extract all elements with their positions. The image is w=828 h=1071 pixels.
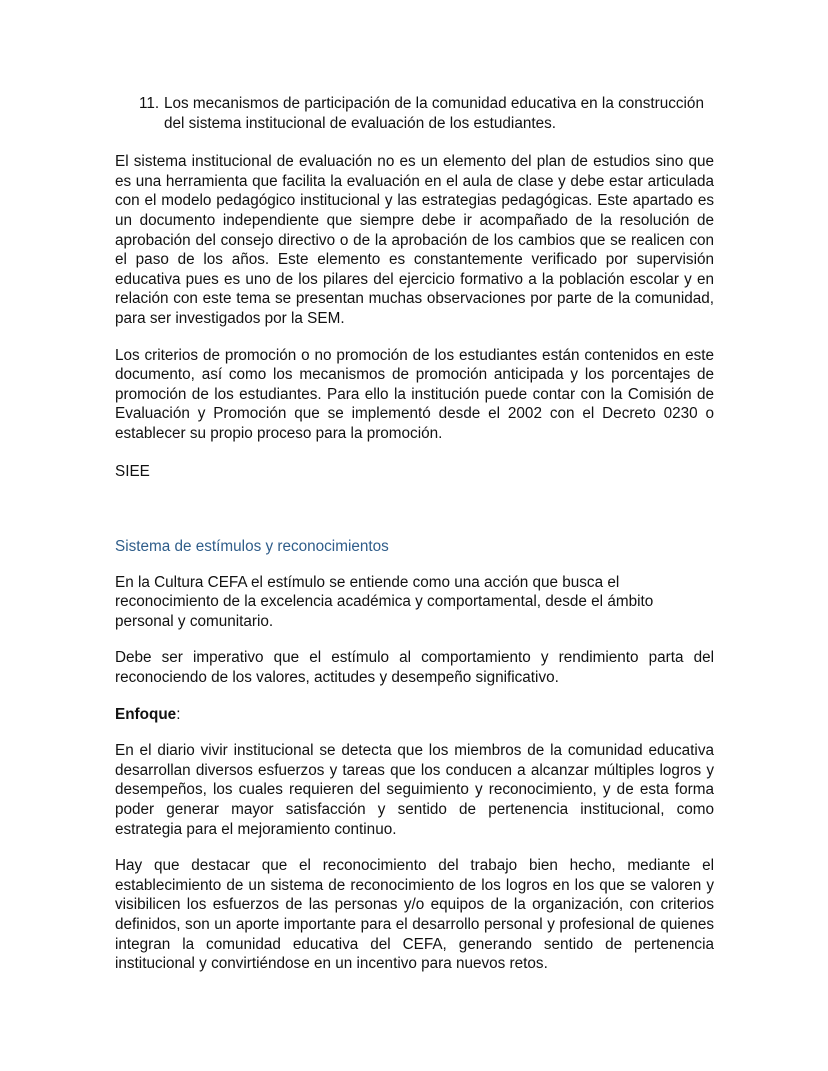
paragraph-promotion-criteria: Los criterios de promoción o no promoción de los estudiantes están contenidos en este documento, así como los mecanismos de promoción anticipada y los porcentajes de promoción de los estudiantes. Para ello la institución puede contar con la Comisión de Evaluación y Promoción que se implementó desde el 2002 con el Decreto 0230 o establecer su propio proceso para la promoción. <box>115 346 714 442</box>
document-page <box>115 94 714 974</box>
paragraph-cefa-culture: En la Cultura CEFA el estímulo se entiende como una acción que busca el reconocimiento de la excelencia académica y comportamental, desde el ámbito personal y comunitario. <box>115 573 654 630</box>
paragraph-siee-description: El sistema institucional de evaluación no es un elemento del plan de estudios sino que es una herramienta que facilita la evaluación en el aula de clase y debe estar articulada con el modelo pedagógico institucional y las estrategias pedagógicas. Este apartado es un documento independiente que siempre debe ir acompañado de la resolución de aprobación del consejo directivo o de la aprobación de los cambios que se realicen con el paso de los años. Este elemento es constantemente verificado por supervisión educativa pues es uno de los pilares del ejercicio formativo a la población escolar y en relación con este tema se presentan muchas observaciones por parte de la comunidad, para ser investigados por la SEM. <box>115 153 714 327</box>
paragraph-imperative: Debe ser imperativo que el estímulo al comportamiento y rendimiento parta del reconociendo de los valores, actitudes y desempeño significativo. <box>115 649 714 687</box>
paragraph-daily-life: En el diario vivir institucional se detecta que los miembros de la comunidad educativa desarrollan diversos esfuerzos y tareas que los conducen a alcanzar múltiples logros y desempeños, los cuales requieren del seguimiento y reconocimiento, y de esta forma poder generar mayor satisfacción y sentido de pertenencia institucional, como estrategia para el mejoramiento continuo. <box>115 742 714 838</box>
paragraph-recognition: Hay que destacar que el reconocimiento del trabajo bien hecho, mediante el establecimiento de un sistema de reconocimiento de los logros en los que se valoren y visibilicen los esfuerzos de las personas y/o equipos de la organización, con criterios definidos, son un aporte importante para el desarrollo personal y profesional de quienes integran la comunidad educativa del CEFA, generando sentido de pertenencia institucional y convirtiéndose en un incentivo para nuevos retos. <box>115 857 714 973</box>
siee-label: SIEE <box>115 462 150 480</box>
enfoque-heading <box>115 705 714 725</box>
list-item-text: Los mecanismos de participación de la comunidad educativa en la construcción del sistema institucional de evaluación de los estudiantes. <box>164 95 704 132</box>
section-heading: Sistema de estímulos y reconocimientos <box>115 538 389 556</box>
list-item-number: 11. <box>139 95 160 112</box>
list-item <box>115 94 714 133</box>
enfoque-label: Enfoque <box>115 705 177 723</box>
enfoque-colon: : <box>176 705 181 723</box>
